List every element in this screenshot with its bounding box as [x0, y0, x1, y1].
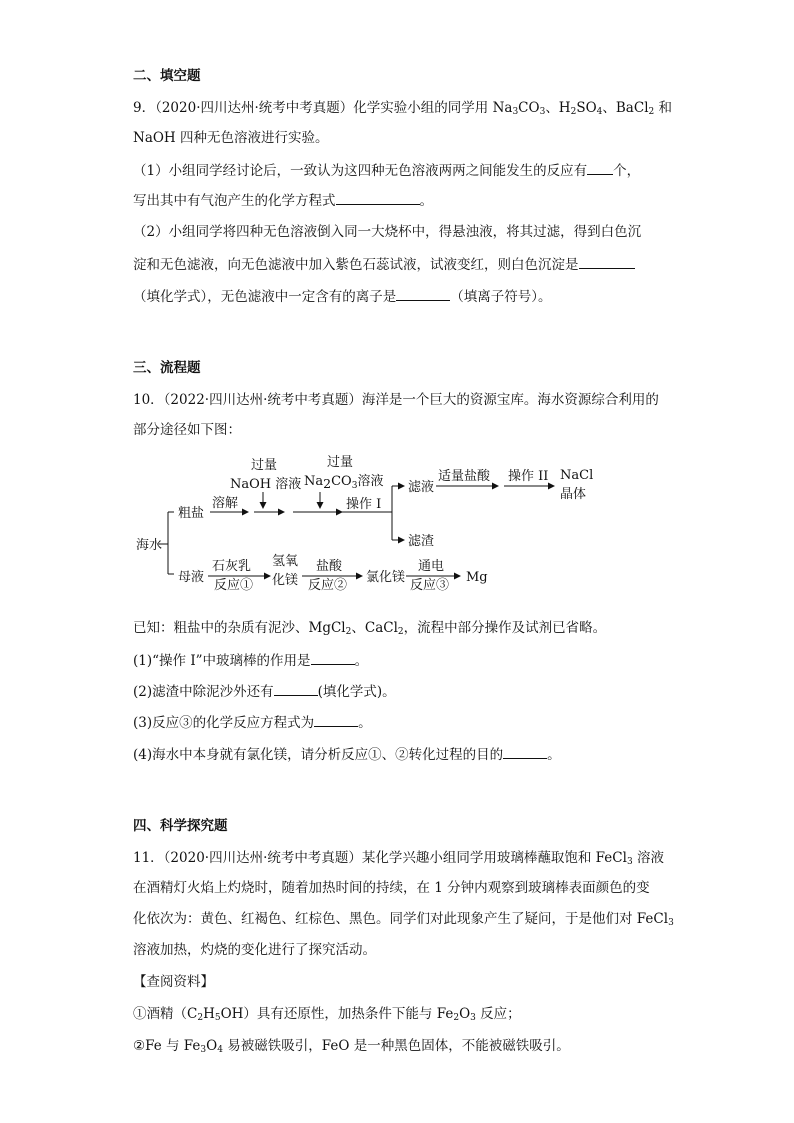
label-mg: Mg	[466, 570, 488, 585]
q10-sub4: (4)海水中本身就有氯化镁，请分析反应①、②转化过程的目的 。	[133, 744, 561, 765]
section-heading-fill-blank: 二、填空题	[133, 68, 201, 84]
answer-blank[interactable]	[396, 286, 450, 301]
q11-line4: 溶液加热，灼烧的变化进行了探究活动。	[133, 942, 376, 958]
label-hcl: 盐酸	[316, 559, 343, 574]
label-mg-hydroxide-2: 化镁	[272, 573, 299, 588]
label-proper-hcl: 适量盐酸	[438, 469, 491, 484]
label-lime-milk: 石灰乳	[212, 559, 252, 574]
label-excess-na2co3: 过量	[327, 455, 354, 470]
section-heading-inquiry: 四、科学探究题	[133, 818, 228, 834]
label-operation-1: 操作 I	[346, 497, 382, 512]
q11-lookup-heading: 【查阅资料】	[133, 974, 214, 990]
label-dissolve: 溶解	[212, 496, 239, 511]
label-excess-naoh: 过量	[251, 458, 278, 473]
q9-line2: NaOH 四种无色溶液进行实验。	[133, 130, 329, 146]
section-heading-process: 三、流程题	[133, 360, 201, 376]
label-crude-salt: 粗盐	[178, 506, 205, 521]
q11-line2: 在酒精灯火焰上灼烧时，随着加热时间的持续，在 1 分钟内观察到玻璃棒表面颜色的变	[133, 880, 650, 896]
q10-known: 已知：粗盐中的杂质有泥沙、MgCl$_2$、CaCl$_2$，流程中部分操作及试剂已省略。	[133, 620, 607, 637]
q9-part2-line1: （2）小组同学将四种无色溶液倒入同一大烧杯中，得悬浊液，将其过滤，得到白色沉	[133, 224, 642, 240]
label-electric: 通电	[418, 559, 445, 574]
label-seawater: 海水	[136, 538, 163, 553]
answer-blank[interactable]	[503, 744, 547, 759]
answer-blank[interactable]	[311, 650, 355, 665]
label-filtrate: 滤液	[408, 480, 435, 495]
label-reaction-3: 反应③	[410, 578, 450, 593]
q10-line2: 部分途径如下图：	[133, 422, 241, 438]
q9-part2-line3: （填化学式），无色滤液中一定含有的离子是 （填离子符号）。	[133, 286, 552, 307]
label-reaction-2: 反应②	[308, 578, 348, 593]
label-crystal: 晶体	[560, 487, 587, 502]
q9-part2-line2: 淀和无色滤液，向无色滤液中加入紫色石蕊试液，试液变红，则白色沉淀是	[133, 254, 635, 275]
q11-line1: 11．（2020·四川达州·统考中考真题）某化学兴趣小组同学用玻璃棒蘸取饱和 FeCl$_3$ 溶液	[133, 850, 664, 867]
seawater-flow-diagram	[130, 450, 630, 600]
answer-blank[interactable]	[587, 160, 613, 175]
label-naoh-solution: NaOH 溶液	[230, 477, 302, 492]
label-na2co3-solution: $Na2CO_3$溶液	[304, 474, 384, 491]
q11-line3: 化依次为：黄色、红褐色、红棕色、黑色。同学们对此现象产生了疑问，于是他们对 FeCl$_3$	[133, 911, 674, 928]
q10-sub3: (3)反应③的化学反应方程式为 。	[133, 712, 372, 733]
q10-sub1: (1)“操作 I”中玻璃棒的作用是 。	[133, 650, 368, 671]
label-reaction-1: 反应①	[214, 578, 254, 593]
label-nacl: NaCl	[560, 468, 594, 483]
answer-blank[interactable]	[314, 712, 358, 727]
q9-line1: 9．（2020·四川达州·统考中考真题）化学实验小组的同学用 $Na_3CO_3$、$H_2SO_4$、BaCl$_2$ 和	[133, 100, 673, 117]
q11-info1: ①酒精$(C_2H_5OH)$具有还原性，加热条件下能与 $Fe_2O_3$ 反应；	[133, 1006, 521, 1023]
q10-line1: 10．（2022·四川达州·统考中考真题）海洋是一个巨大的资源宝库。海水资源综合利用的	[133, 392, 659, 408]
q9-part1-line1: （1）小组同学经讨论后，一致认为这四种无色溶液两两之间能发生的反应有 个，	[133, 160, 640, 181]
answer-blank[interactable]	[336, 190, 420, 205]
q9-part1-line2: 写出其中有气泡产生的化学方程式 。	[133, 190, 433, 211]
answer-blank[interactable]	[579, 254, 635, 269]
q11-info2: ②Fe 与 $Fe_3O_4$ 易被磁铁吸引，FeO 是一种黑色固体，不能被磁铁吸引。	[133, 1038, 570, 1055]
label-mother-liquor: 母液	[178, 570, 205, 585]
label-mg-hydroxide-1: 氢氧	[272, 554, 299, 569]
answer-blank[interactable]	[274, 681, 318, 696]
q10-sub2: (2)滤渣中除泥沙外还有 (填化学式)。	[133, 681, 396, 702]
label-residue: 滤渣	[408, 534, 435, 549]
label-operation-2: 操作 II	[508, 469, 549, 484]
label-mgcl2: 氯化镁	[366, 570, 406, 585]
